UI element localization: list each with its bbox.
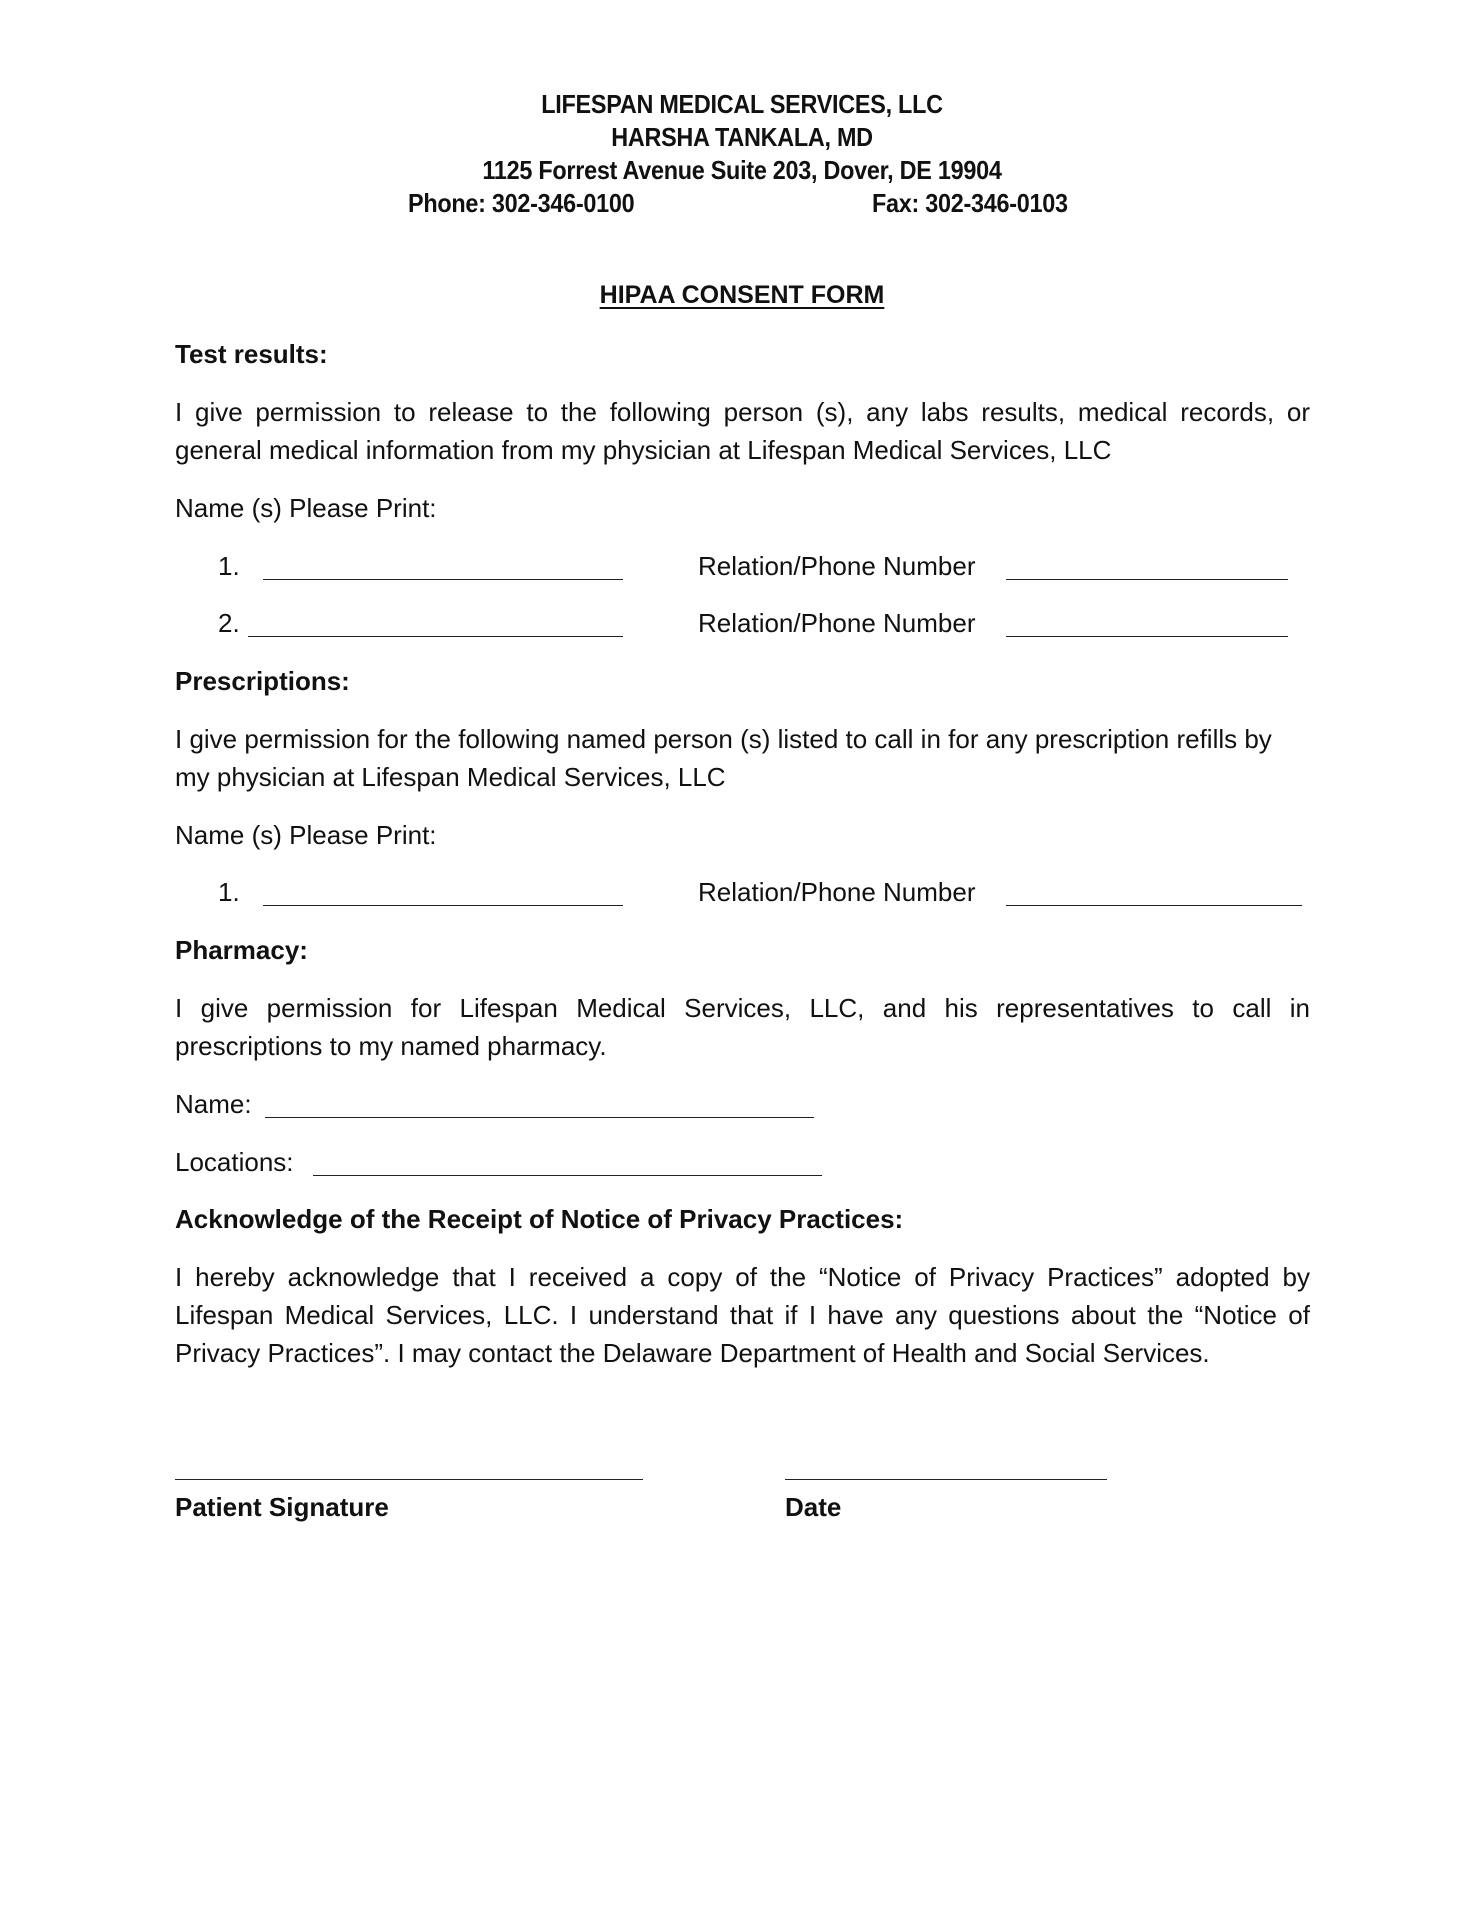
prescriptions-relation-1-label: Relation/Phone Number (698, 877, 976, 907)
prescriptions-entry-1-number: 1. (218, 877, 240, 907)
prescriptions-relation-1-field[interactable] (1006, 905, 1302, 906)
test-results-relation-1-field[interactable] (1006, 579, 1288, 580)
test-results-entry-1-number: 1. (218, 551, 240, 581)
test-results-name-2-field[interactable] (248, 636, 623, 637)
form-title: HIPAA CONSENT FORM (599, 281, 885, 309)
prescriptions-body: I give permission for the following named person (s) listed to call in for any prescription refills by my physician at Lifespan Medical Services, LLC (175, 724, 1272, 792)
acknowledgement-heading: Acknowledge of the Receipt of Notice of Privacy Practices: (175, 1204, 904, 1234)
pharmacy-heading: Pharmacy: (175, 935, 308, 965)
company-name: LIFESPAN MEDICAL SERVICES, LLC (541, 89, 943, 119)
date-label: Date (785, 1492, 842, 1522)
test-results-body: I give permission to release to the following person (s), any labs results, medical records, or general medical information from my physician at Lifespan Medical Services, LLC (175, 397, 1310, 465)
phone-number: Phone: 302-346-0100 (408, 188, 635, 218)
pharmacy-body: I give permission for Lifespan Medical Services, LLC, and his representatives to call in prescriptions to my named pharmacy. (175, 993, 1310, 1061)
doctor-name: HARSHA TANKALA, MD (611, 122, 873, 152)
pharmacy-name-label: Name: (175, 1089, 252, 1119)
prescriptions-heading: Prescriptions: (175, 666, 350, 696)
pharmacy-name-field[interactable] (265, 1117, 814, 1118)
patient-signature-line[interactable] (175, 1479, 643, 1480)
pharmacy-locations-field[interactable] (313, 1175, 822, 1176)
test-results-names-label: Name (s) Please Print: (175, 493, 437, 523)
pharmacy-locations-label: Locations: (175, 1147, 294, 1177)
test-results-name-1-field[interactable] (263, 579, 623, 580)
test-results-relation-1-label: Relation/Phone Number (698, 551, 976, 581)
prescriptions-name-1-field[interactable] (263, 905, 623, 906)
patient-signature-label: Patient Signature (175, 1492, 389, 1522)
fax-number: Fax: 302-346-0103 (872, 188, 1068, 218)
prescriptions-names-label: Name (s) Please Print: (175, 820, 437, 850)
test-results-relation-2-field[interactable] (1006, 636, 1288, 637)
address: 1125 Forrest Avenue Suite 203, Dover, DE 19904 (482, 155, 1002, 185)
test-results-entry-2-number: 2. (218, 608, 240, 638)
date-line[interactable] (785, 1479, 1107, 1480)
test-results-relation-2-label: Relation/Phone Number (698, 608, 976, 638)
test-results-heading: Test results: (175, 339, 328, 369)
acknowledgement-body: I hereby acknowledge that I received a copy of the “Notice of Privacy Practices” adopted by Lifespan Medical Services, LLC. I understand that if I have any questions about the “Notice of Privacy Practices”. I may contact the Delaware Department of Health and Social Services. (175, 1262, 1310, 1368)
